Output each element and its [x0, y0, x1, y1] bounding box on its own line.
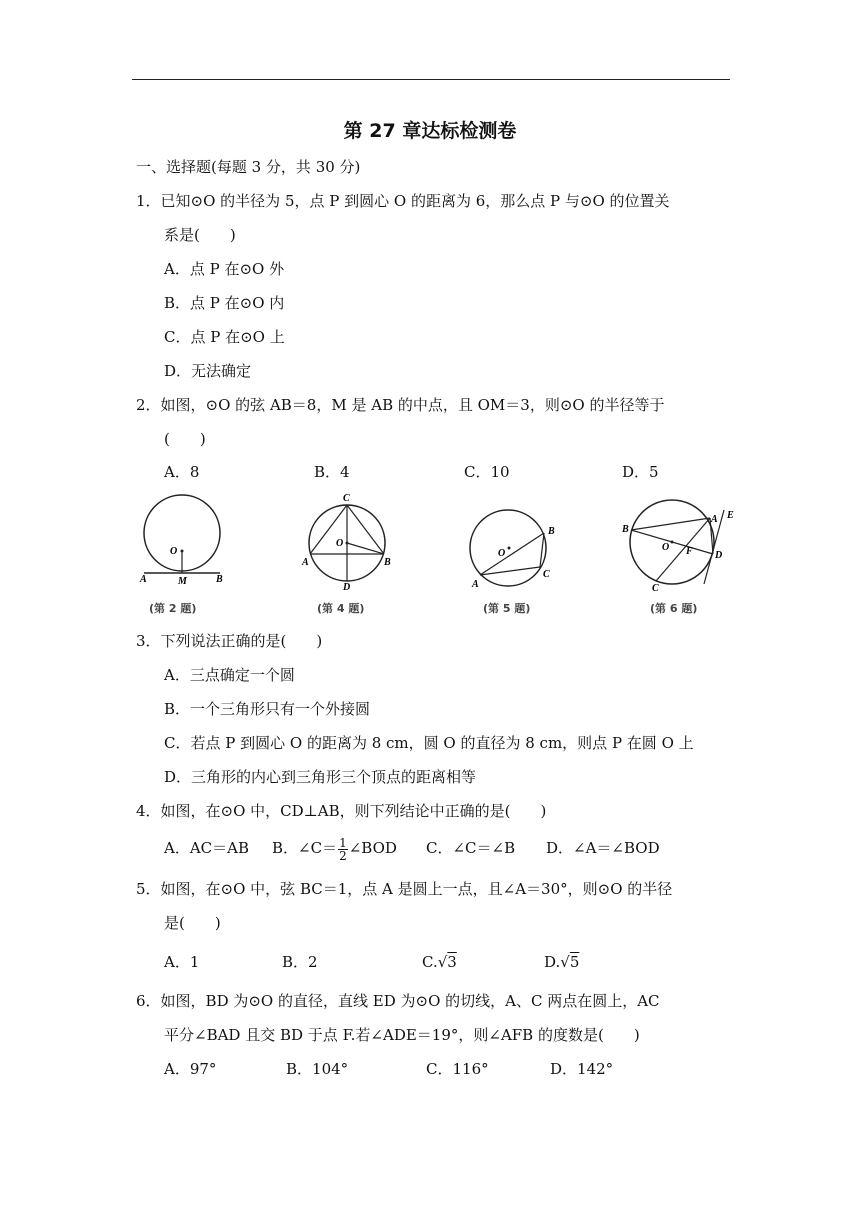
section-heading: 一、选择题(每题 3 分，共 30 分): [136, 158, 361, 176]
q4-option-b-suffix: ∠BOD: [348, 839, 397, 857]
q3-stem: 3．下列说法正确的是( ): [136, 632, 323, 650]
q5-option-c: [422, 952, 457, 972]
sqrt-sign: √: [560, 953, 570, 971]
q2-option-a: A．8: [164, 463, 200, 481]
q2-stem-line1: 2．如图，⊙O 的弦 AB＝8，M 是 AB 的中点，且 OM＝3，则⊙O 的半径等于: [136, 396, 665, 414]
fig2-label-m: M: [178, 576, 187, 587]
fig5-label-o: O: [498, 548, 506, 559]
figure-q2: [136, 488, 236, 592]
fig6-label-d: D: [715, 550, 723, 561]
q5-stem-line2: 是( ): [164, 914, 221, 932]
page-title: 第 27 章达标检测卷: [343, 120, 517, 142]
fig2-label-b: B: [216, 574, 223, 585]
q3-option-b: B．一个三角形只有一个外接圆: [164, 700, 371, 718]
fig6-label-a: A: [711, 514, 718, 525]
fig2-label-o: O: [170, 546, 178, 557]
caption-q4: (第 4 题): [317, 602, 365, 615]
q6-stem-line1: 6．如图，BD 为⊙O 的直径，直线 ED 为⊙O 的切线，A、C 两点在圆上，AC: [136, 992, 660, 1010]
fraction-denominator: 2: [339, 848, 347, 863]
q1-option-b: B．点 P 在⊙O 内: [164, 294, 285, 312]
fig6-label-e: E: [727, 510, 734, 521]
figure-q6: [618, 488, 748, 602]
q5-option-d-radicand: 5: [569, 953, 580, 971]
q5-option-a: A．1: [164, 953, 200, 971]
figure-q5: [466, 488, 566, 602]
q5-option-d: [544, 952, 579, 972]
q3-option-c: C．若点 P 到圆心 O 的距离为 8 cm，圆 O 的直径为 8 cm，则点 P 在圆 O 上: [164, 734, 694, 752]
figure-q4: [300, 488, 400, 602]
q6-option-c: C．116°: [426, 1060, 489, 1078]
caption-q2: (第 2 题): [149, 602, 197, 615]
fig5-label-c: C: [543, 569, 550, 580]
q6-option-a: A．97°: [164, 1060, 217, 1078]
q6-option-d: D．142°: [550, 1060, 614, 1078]
fig6-label-o: O: [662, 542, 670, 553]
q5-option-c-radicand: 3: [447, 953, 457, 971]
q4-option-c: C．∠C＝∠B: [426, 839, 516, 857]
q3-option-d: D．三角形的内心到三角形三个顶点的距离相等: [164, 768, 477, 786]
q4-option-b: [272, 829, 397, 867]
fig6-label-c: C: [652, 583, 659, 594]
q6-stem-line2: 平分∠BAD 且交 BD 于点 F.若∠ADE＝19°，则∠AFB 的度数是( ): [164, 1026, 640, 1044]
q1-option-c: C．点 P 在⊙O 上: [164, 328, 285, 346]
caption-q6: (第 6 题): [650, 602, 698, 615]
fig5-label-b: B: [548, 526, 555, 537]
q4-option-b-fraction: [338, 837, 348, 862]
q2-option-c: C．10: [464, 463, 510, 481]
q4-option-a: A．AC＝AB: [164, 839, 249, 857]
q1-option-d: D．无法确定: [164, 362, 252, 380]
q5-option-b: B．2: [282, 953, 318, 971]
q3-option-a: A．三点确定一个圆: [164, 666, 295, 684]
q2-option-d: D．5: [622, 463, 659, 481]
fig6-label-f: F: [686, 546, 693, 557]
q5-option-c-prefix: C.: [422, 953, 438, 971]
q6-option-b: B．104°: [286, 1060, 349, 1078]
fig6-label-b: B: [622, 524, 629, 535]
q5-option-d-prefix: D.: [544, 953, 561, 971]
q2-option-b: B．4: [314, 463, 350, 481]
fig4-label-d: D: [343, 582, 351, 593]
header-rule: [132, 79, 730, 80]
q4-option-d: D．∠A＝∠BOD: [546, 839, 660, 857]
fig4-label-b: B: [384, 557, 391, 568]
q5-stem-line1: 5．如图，在⊙O 中，弦 BC＝1，点 A 是圆上一点，且∠A＝30°，则⊙O 的半径: [136, 880, 673, 898]
fig5-label-a: A: [472, 579, 479, 590]
q4-stem: 4．如图，在⊙O 中，CD⊥AB，则下列结论中正确的是( ): [136, 802, 547, 820]
q2-stem-line2: ( ): [164, 430, 206, 448]
caption-q5: (第 5 题): [483, 602, 531, 615]
q4-option-b-prefix: B．∠C＝: [272, 839, 338, 857]
fig4-label-c: C: [343, 493, 350, 504]
fig4-label-o: O: [336, 538, 344, 549]
fig2-label-a: A: [140, 574, 147, 585]
q1-option-a: A．点 P 在⊙O 外: [164, 260, 285, 278]
q1-stem-line1: 1．已知⊙O 的半径为 5，点 P 到圆心 O 的距离为 6，那么点 P 与⊙O 的位置关: [136, 192, 670, 210]
sqrt-sign: √: [437, 953, 448, 971]
fraction-numerator: 1: [339, 835, 347, 850]
q1-stem-line2: 系是( ): [164, 226, 236, 244]
fig4-label-a: A: [302, 557, 309, 568]
